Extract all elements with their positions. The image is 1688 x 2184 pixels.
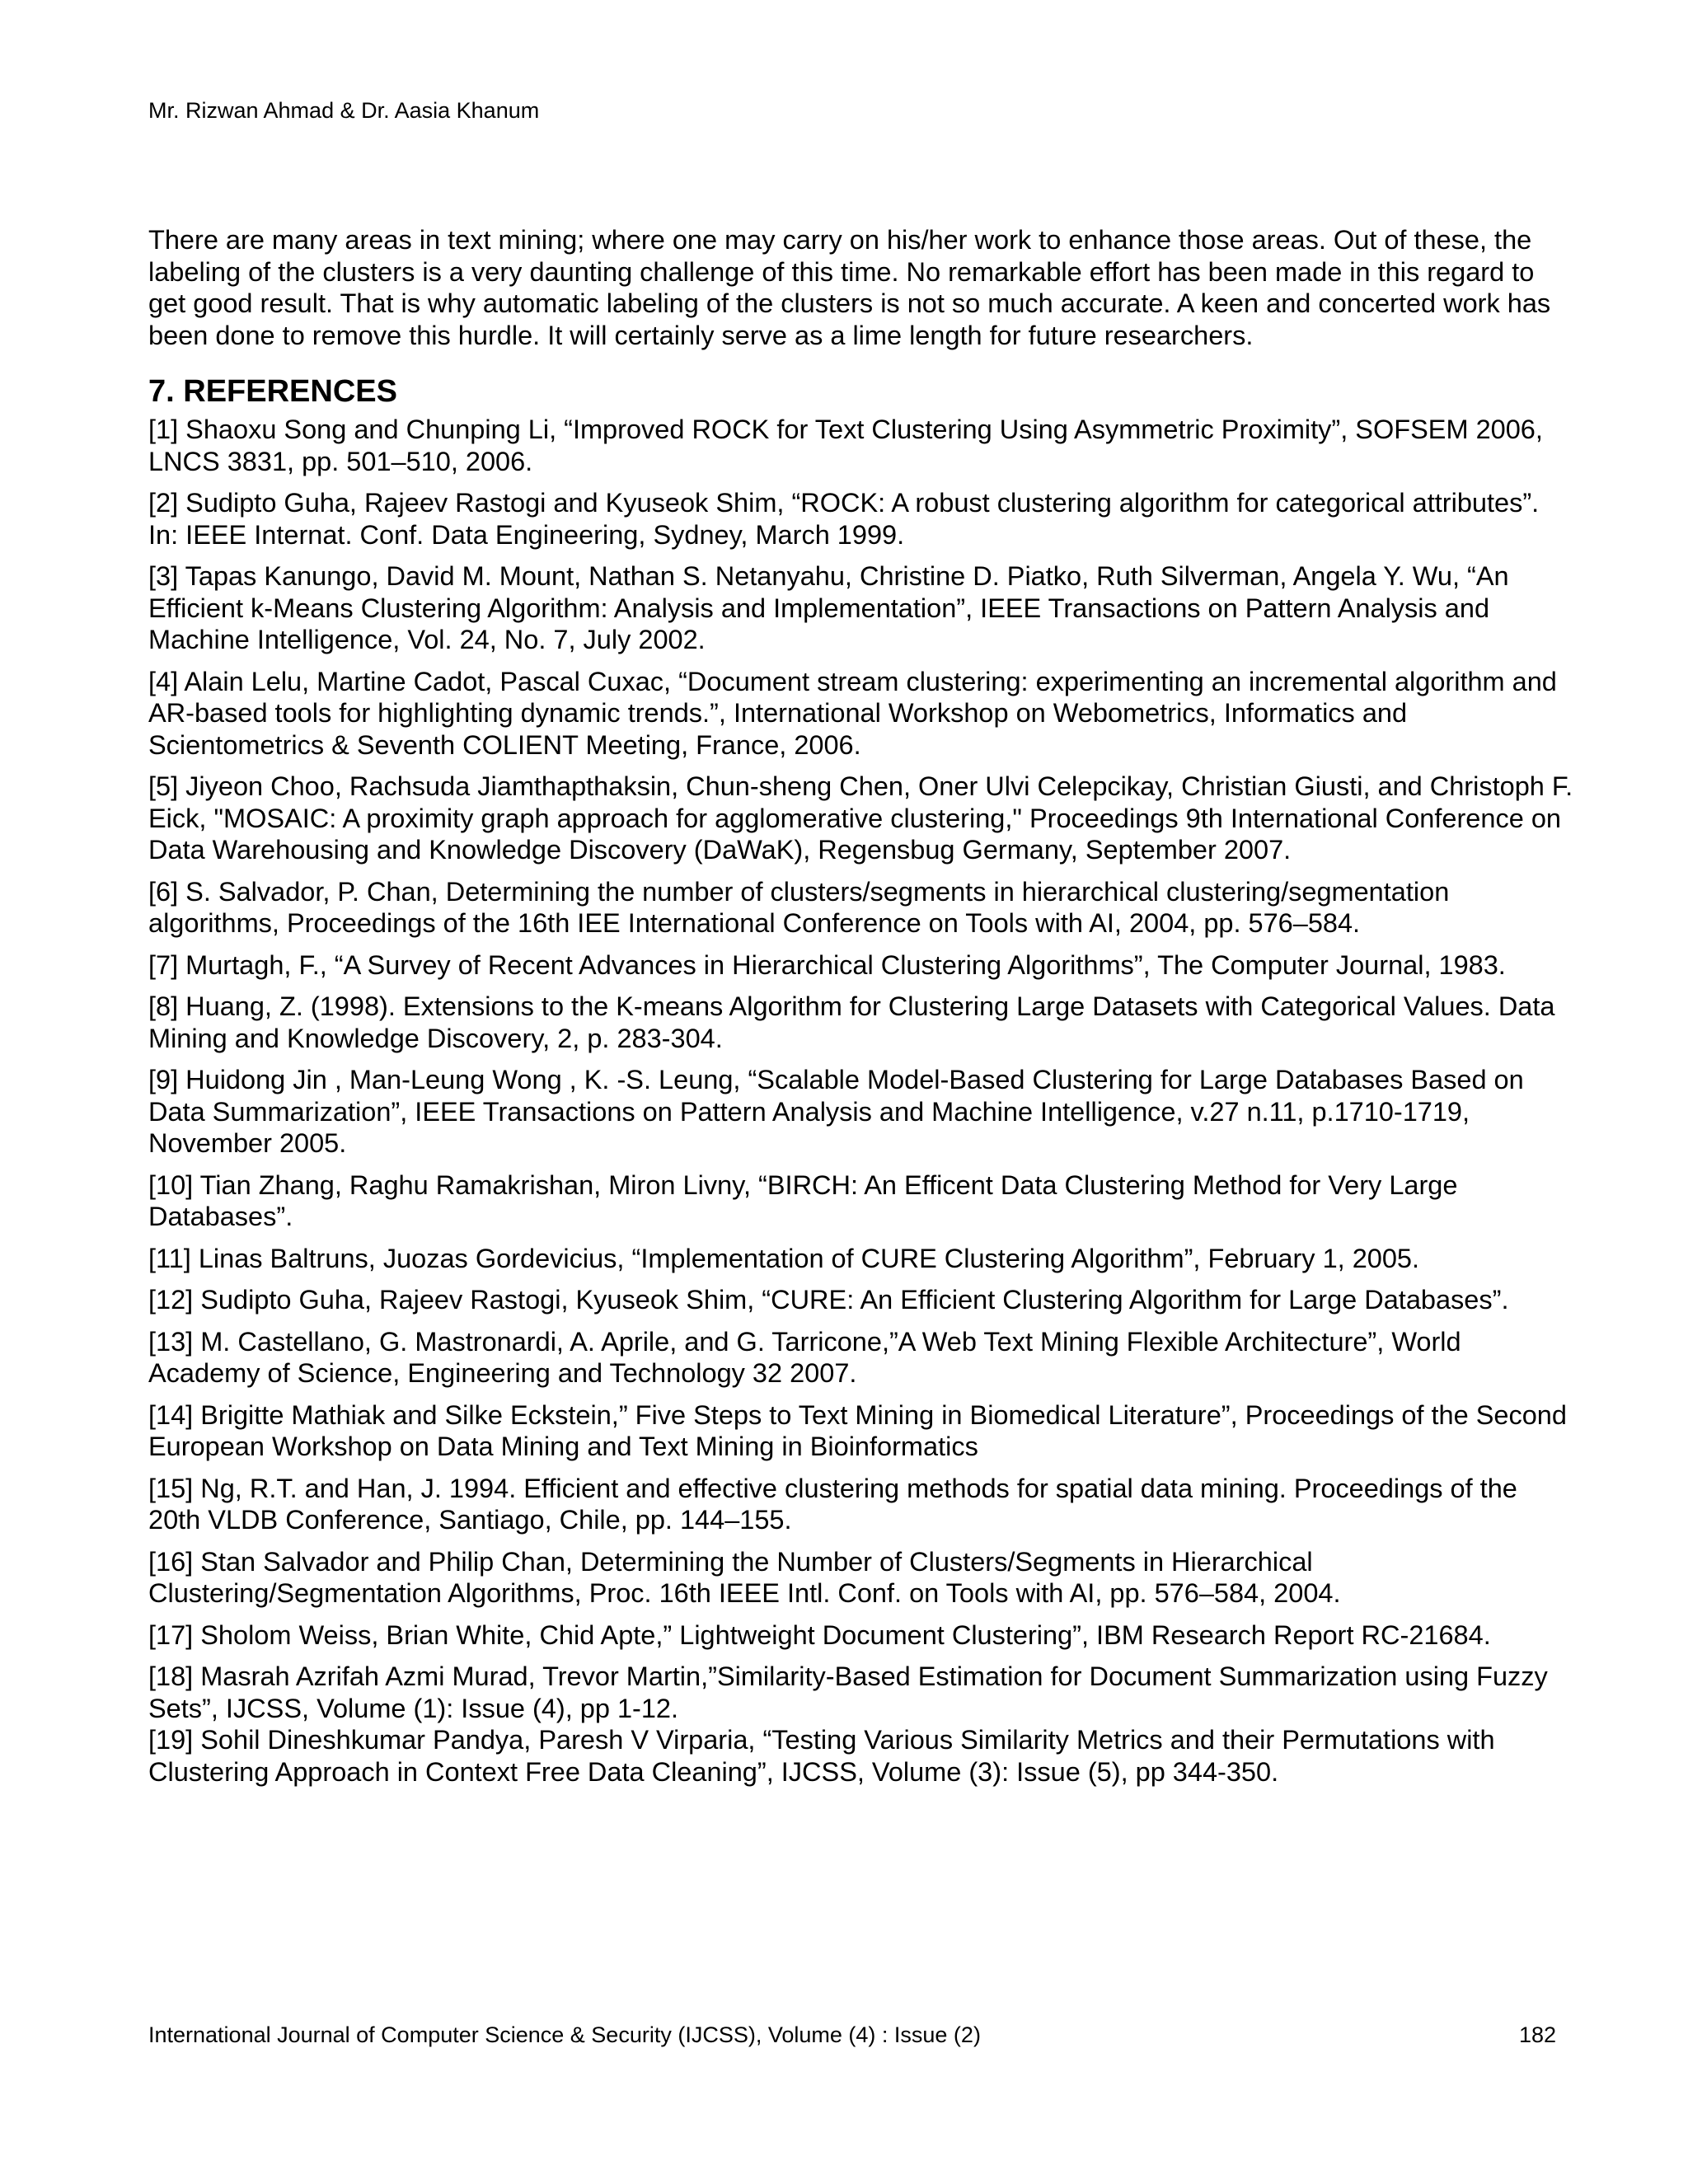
reference-item: [11] Linas Baltruns, Juozas Gordevicius, “Implementation of CURE Clustering Algorithm”, February 1, 2005.	[148, 1243, 1420, 1273]
reference-item: [7] Murtagh, F., “A Survey of Recent Advances in Hierarchical Clustering Algorithms”, The Computer Journal, 1983.	[148, 949, 1506, 980]
footer-journal: International Journal of Computer Science & Security (IJCSS), Volume (4) : Issue (2)	[148, 2022, 981, 2047]
reference-item: [1] Shaoxu Song and Chunping Li, “Improved ROCK for Text Clustering Using Asymmetric Proximity”, SOFSEM 2006, LNCS 3831, pp. 501–510, 2006.	[148, 415, 1543, 476]
reference-item: [17] Sholom Weiss, Brian White, Chid Apte,” Lightweight Document Clustering”, IBM Research Report RC-21684.	[148, 1619, 1491, 1650]
reference-list	[148, 414, 1574, 1788]
reference-item: [18] Masrah Azrifah Azmi Murad, Trevor Martin,”Similarity-Based Estimation for Document Summarization using Fuzzy Sets”, IJCSS, Volume (1): Issue (4), pp 1-12.	[148, 1661, 1548, 1723]
reference-item: [5] Jiyeon Choo, Rachsuda Jiamthapthaksin, Chun-sheng Chen, Oner Ulvi Celepcikay, Christian Giusti, and Christoph F. Eick, "MOSAIC: A proximity graph approach for agglomerative clustering," Proceedings 9th International Conference on Data Warehousing and Knowledge Discovery (DaWaK), Regensbug Germany, September 2007.	[148, 771, 1573, 865]
reference-item: [8] Huang, Z. (1998). Extensions to the K-means Algorithm for Clustering Large Datasets with Categorical Values. Data Mining and Knowledge Discovery, 2, p. 283-304.	[148, 991, 1555, 1053]
section-title: 7. REFERENCES	[148, 374, 397, 409]
page-number: 182	[1518, 2022, 1556, 2047]
reference-item: [15] Ng, R.T. and Han, J. 1994. Efficient and effective clustering methods for spatial data mining. Proceedings of the 20th VLDB Conference, Santiago, Chile, pp. 144–155.	[148, 1473, 1517, 1535]
intro-paragraph: There are many areas in text mining; where one may carry on his/her work to enhance those areas. Out of these, the labeling of the clusters is a very daunting challenge of this time. No remarkable effort has been made in this regard to get good result. That is why automatic labeling of the clusters is not so much accurate. A keen and concerted work has been done to remove this hurdle. It will certainly serve as a lime length for future researchers.	[148, 225, 1551, 350]
reference-item: [6] S. Salvador, P. Chan, Determining the number of clusters/segments in hierarchical clustering/segmentation algorithms, Proceedings of the 16th IEE International Conference on Tools with AI, 2004, pp. 576–584.	[148, 876, 1450, 938]
reference-item: [9] Huidong Jin , Man-Leung Wong , K. -S. Leung, “Scalable Model-Based Clustering for Large Databases Based on Data Summarization”, IEEE Transactions on Pattern Analysis and Machine Intelligence, v.27 n.11, p.1710-1719, November 2005.	[148, 1065, 1524, 1158]
reference-item: [19] Sohil Dineshkumar Pandya, Paresh V Virparia, “Testing Various Similarity Metrics and their Permutations with Clustering Approach in Context Free Data Cleaning”, IJCSS, Volume (3): Issue (5), pp 344-350.	[148, 1725, 1495, 1787]
reference-item: [2] Sudipto Guha, Rajeev Rastogi and Kyuseok Shim, “ROCK: A robust clustering algorithm for categorical attributes”. In: IEEE Internat. Conf. Data Engineering, Sydney, March 1999.	[148, 488, 1540, 550]
page-body	[148, 224, 1574, 1797]
reference-item: [16] Stan Salvador and Philip Chan, Determining the Number of Clusters/Segments in Hierarchical Clustering/Segmentation Algorithms, Proc. 16th IEEE Intl. Conf. on Tools with AI, pp. 576–584, 2004.	[148, 1546, 1341, 1608]
reference-item: [13] M. Castellano, G. Mastronardi, A. Aprile, and G. Tarricone,”A Web Text Mining Flexible Architecture”, World Academy of Science, Engineering and Technology 32 2007.	[148, 1326, 1461, 1388]
reference-item: [4] Alain Lelu, Martine Cadot, Pascal Cuxac, “Document stream clustering: experimenting an incremental algorithm and AR-based tools for highlighting dynamic trends.”, International Workshop on Webometrics, Informatics and Scientometrics & Seventh COLIENT Meeting, France, 2006.	[148, 666, 1557, 760]
reference-item: [14] Brigitte Mathiak and Silke Eckstein,” Five Steps to Text Mining in Biomedical Literature”, Proceedings of the Second European Workshop on Data Mining and Text Mining in Bioinformatics	[148, 1399, 1567, 1461]
page-footer	[148, 2022, 1556, 2048]
running-head: Mr. Rizwan Ahmad & Dr. Aasia Khanum	[148, 98, 540, 123]
reference-item: [12] Sudipto Guha, Rajeev Rastogi, Kyuseok Shim, “CURE: An Efficient Clustering Algorithm for Large Databases”.	[148, 1285, 1509, 1315]
reference-item: [10] Tian Zhang, Raghu Ramakrishan, Miron Livny, “BIRCH: An Efficent Data Clustering Method for Very Large Databases”.	[148, 1169, 1458, 1231]
reference-item: [3] Tapas Kanungo, David M. Mount, Nathan S. Netanyahu, Christine D. Piatko, Ruth Silverman, Angela Y. Wu, “An Efficient k-Means Clustering Algorithm: Analysis and Implementation”, IEEE Transactions on Pattern Analysis and Machine Intelligence, Vol. 24, No. 7, July 2002.	[148, 561, 1509, 654]
